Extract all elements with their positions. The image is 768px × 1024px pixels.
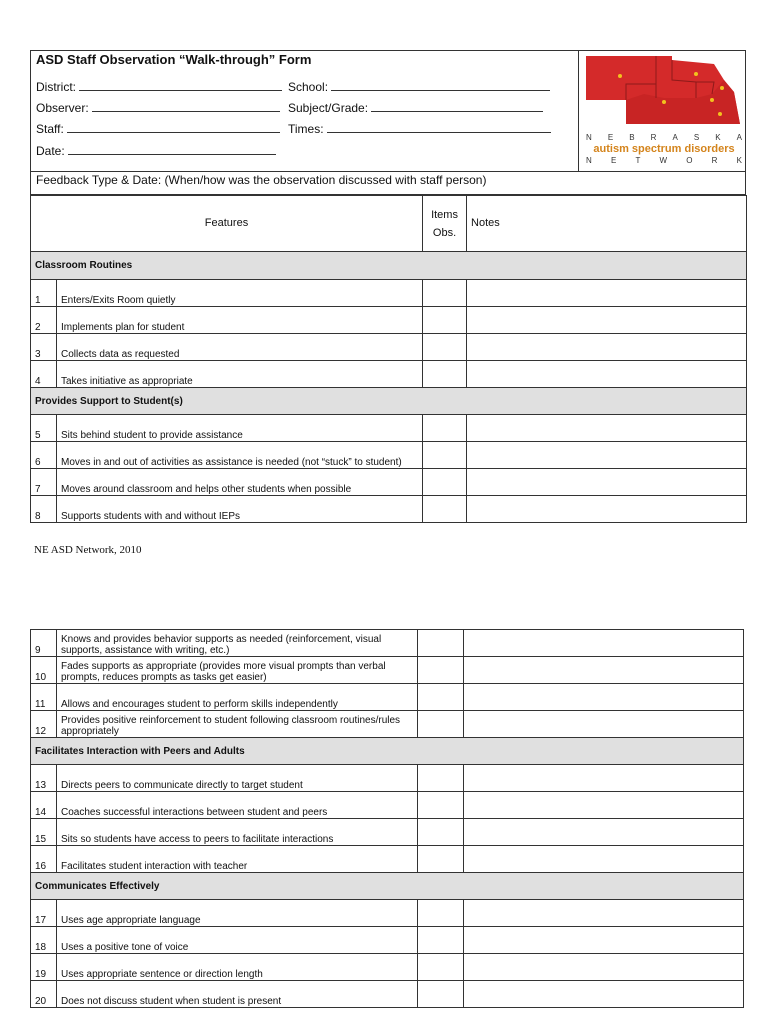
items-obs-cell[interactable] xyxy=(423,415,467,442)
items-obs-cell[interactable] xyxy=(418,846,464,873)
item-feature: Does not discuss student when student is present xyxy=(57,981,418,1008)
item-feature: Allows and encourages student to perform skills independently xyxy=(57,684,418,711)
items-obs-cell[interactable] xyxy=(418,711,464,738)
date-field[interactable] xyxy=(36,144,276,158)
item-number: 8 xyxy=(31,496,57,523)
table-row xyxy=(31,819,744,846)
table-row xyxy=(31,900,744,927)
table-row xyxy=(31,954,744,981)
table-row xyxy=(31,846,744,873)
item-number: 4 xyxy=(31,361,57,388)
table-row xyxy=(31,765,744,792)
item-feature: Implements plan for student xyxy=(57,307,423,334)
items-obs-cell[interactable] xyxy=(418,657,464,684)
observer-field[interactable] xyxy=(36,101,280,115)
item-number: 14 xyxy=(31,792,57,819)
item-number: 3 xyxy=(31,334,57,361)
item-number: 17 xyxy=(31,900,57,927)
district-field[interactable] xyxy=(36,80,282,94)
items-obs-cell[interactable] xyxy=(418,954,464,981)
table-row xyxy=(31,981,744,1008)
item-feature: Supports students with and without IEPs xyxy=(57,496,423,523)
logo-network-text: N E T W O R K xyxy=(586,156,742,165)
item-feature: Sits behind student to provide assistance xyxy=(57,415,423,442)
notes-cell[interactable] xyxy=(464,792,744,819)
items-obs-cell[interactable] xyxy=(423,280,467,307)
notes-cell[interactable] xyxy=(467,307,747,334)
table-row xyxy=(31,469,747,496)
item-number: 12 xyxy=(31,711,57,738)
items-obs-cell[interactable] xyxy=(423,442,467,469)
items-obs-cell[interactable] xyxy=(423,469,467,496)
table-row xyxy=(31,442,747,469)
item-number: 18 xyxy=(31,927,57,954)
table-row xyxy=(31,711,744,738)
subject-grade-label: Subject/Grade: xyxy=(288,101,369,115)
items-obs-cell[interactable] xyxy=(418,981,464,1008)
features-header: Features xyxy=(31,196,423,252)
staff-field[interactable] xyxy=(36,122,280,136)
table-row xyxy=(31,280,747,307)
item-feature: Enters/Exits Room quietly xyxy=(57,280,423,307)
notes-cell[interactable] xyxy=(464,684,744,711)
section-title: Communicates Effectively xyxy=(31,873,744,900)
item-feature: Uses age appropriate language xyxy=(57,900,418,927)
item-feature: Takes initiative as appropriate xyxy=(57,361,423,388)
notes-cell[interactable] xyxy=(467,469,747,496)
logo-brand-text: autism spectrum disorders xyxy=(593,143,735,155)
item-number: 19 xyxy=(31,954,57,981)
item-number: 7 xyxy=(31,469,57,496)
item-number: 13 xyxy=(31,765,57,792)
notes-cell[interactable] xyxy=(467,415,747,442)
times-label: Times: xyxy=(288,122,324,136)
notes-cell[interactable] xyxy=(464,954,744,981)
item-number: 1 xyxy=(31,280,57,307)
notes-header: Notes xyxy=(467,196,747,252)
item-feature: Directs peers to communicate directly to target student xyxy=(57,765,418,792)
item-number: 15 xyxy=(31,819,57,846)
logo-nebraska-text: N E B R A S K A xyxy=(586,133,742,142)
item-feature: Uses a positive tone of voice xyxy=(57,927,418,954)
date-label: Date: xyxy=(36,144,65,158)
observer-label: Observer: xyxy=(36,101,89,115)
item-feature: Collects data as requested xyxy=(57,334,423,361)
table-row xyxy=(31,630,744,657)
school-label: School: xyxy=(288,80,329,94)
items-obs-cell[interactable] xyxy=(418,792,464,819)
item-feature: Moves in and out of activities as assistance is needed (not “stuck” to student) xyxy=(57,442,423,469)
section-title: Classroom Routines xyxy=(31,252,747,280)
items-obs-cell[interactable] xyxy=(418,684,464,711)
items-obs-header: Items Obs. xyxy=(423,196,467,252)
form-title: ASD Staff Observation “Walk-through” Form xyxy=(36,52,312,67)
item-feature: Uses appropriate sentence or direction length xyxy=(57,954,418,981)
notes-cell[interactable] xyxy=(464,900,744,927)
times-field[interactable] xyxy=(288,122,551,136)
notes-cell[interactable] xyxy=(467,361,747,388)
item-feature: Provides positive reinforcement to student following classroom routines/rules appropriately xyxy=(57,711,418,738)
notes-cell[interactable] xyxy=(464,927,744,954)
notes-cell[interactable] xyxy=(464,711,744,738)
items-obs-cell[interactable] xyxy=(418,900,464,927)
items-obs-cell[interactable] xyxy=(423,361,467,388)
feedback-row[interactable]: Feedback Type & Date: (When/how was the observation discussed with staff person) xyxy=(30,171,746,195)
items-obs-cell[interactable] xyxy=(423,307,467,334)
table-row xyxy=(31,792,744,819)
table-row xyxy=(31,415,747,442)
notes-cell[interactable] xyxy=(467,280,747,307)
items-obs-cell[interactable] xyxy=(418,630,464,657)
section-title: Facilitates Interaction with Peers and Adults xyxy=(31,738,744,765)
item-number: 2 xyxy=(31,307,57,334)
notes-cell[interactable] xyxy=(467,334,747,361)
subject-grade-field[interactable] xyxy=(288,101,543,115)
notes-cell[interactable] xyxy=(464,819,744,846)
item-feature: Coaches successful interactions between student and peers xyxy=(57,792,418,819)
item-feature: Moves around classroom and helps other students when possible xyxy=(57,469,423,496)
notes-cell[interactable] xyxy=(464,765,744,792)
section-row xyxy=(31,738,744,765)
item-number: 10 xyxy=(31,657,57,684)
header-divider xyxy=(578,50,579,172)
table-header-row xyxy=(31,196,747,252)
table-row xyxy=(31,657,744,684)
section-title: Provides Support to Student(s) xyxy=(31,388,747,415)
item-number: 5 xyxy=(31,415,57,442)
table-row xyxy=(31,307,747,334)
section-row xyxy=(31,252,747,280)
item-feature: Knows and provides behavior supports as needed (reinforcement, visual supports, assistance with writing, etc.) xyxy=(57,630,418,657)
table-row xyxy=(31,927,744,954)
school-field[interactable] xyxy=(288,80,550,94)
item-feature: Facilitates student interaction with teacher xyxy=(57,846,418,873)
items-obs-cell[interactable] xyxy=(423,496,467,523)
item-feature: Sits so students have access to peers to facilitate interactions xyxy=(57,819,418,846)
table-row xyxy=(31,496,747,523)
table-row xyxy=(31,684,744,711)
items-obs-cell[interactable] xyxy=(418,765,464,792)
item-number: 11 xyxy=(31,684,57,711)
items-obs-cell[interactable] xyxy=(418,819,464,846)
page-footer: NE ASD Network, 2010 xyxy=(34,544,142,556)
notes-cell[interactable] xyxy=(467,496,747,523)
observation-table-page1 xyxy=(30,195,747,523)
district-label: District: xyxy=(36,80,76,94)
staff-label: Staff: xyxy=(36,122,64,136)
item-number: 16 xyxy=(31,846,57,873)
logo-wordmark xyxy=(582,133,746,165)
table-row xyxy=(31,334,747,361)
nebraska-map-logo xyxy=(584,54,742,128)
observation-table-page2 xyxy=(30,629,744,1008)
notes-cell[interactable] xyxy=(464,657,744,684)
item-feature: Fades supports as appropriate (provides more visual prompts than verbal prompts, reduces prompts as tasks get easier) xyxy=(57,657,418,684)
section-row xyxy=(31,388,747,415)
item-number: 6 xyxy=(31,442,57,469)
table-row xyxy=(31,361,747,388)
items-obs-cell[interactable] xyxy=(423,334,467,361)
item-number: 20 xyxy=(31,981,57,1008)
notes-cell[interactable] xyxy=(464,630,744,657)
section-row xyxy=(31,873,744,900)
notes-cell[interactable] xyxy=(467,442,747,469)
items-obs-cell[interactable] xyxy=(418,927,464,954)
notes-cell[interactable] xyxy=(464,981,744,1008)
item-number: 9 xyxy=(31,630,57,657)
notes-cell[interactable] xyxy=(464,846,744,873)
